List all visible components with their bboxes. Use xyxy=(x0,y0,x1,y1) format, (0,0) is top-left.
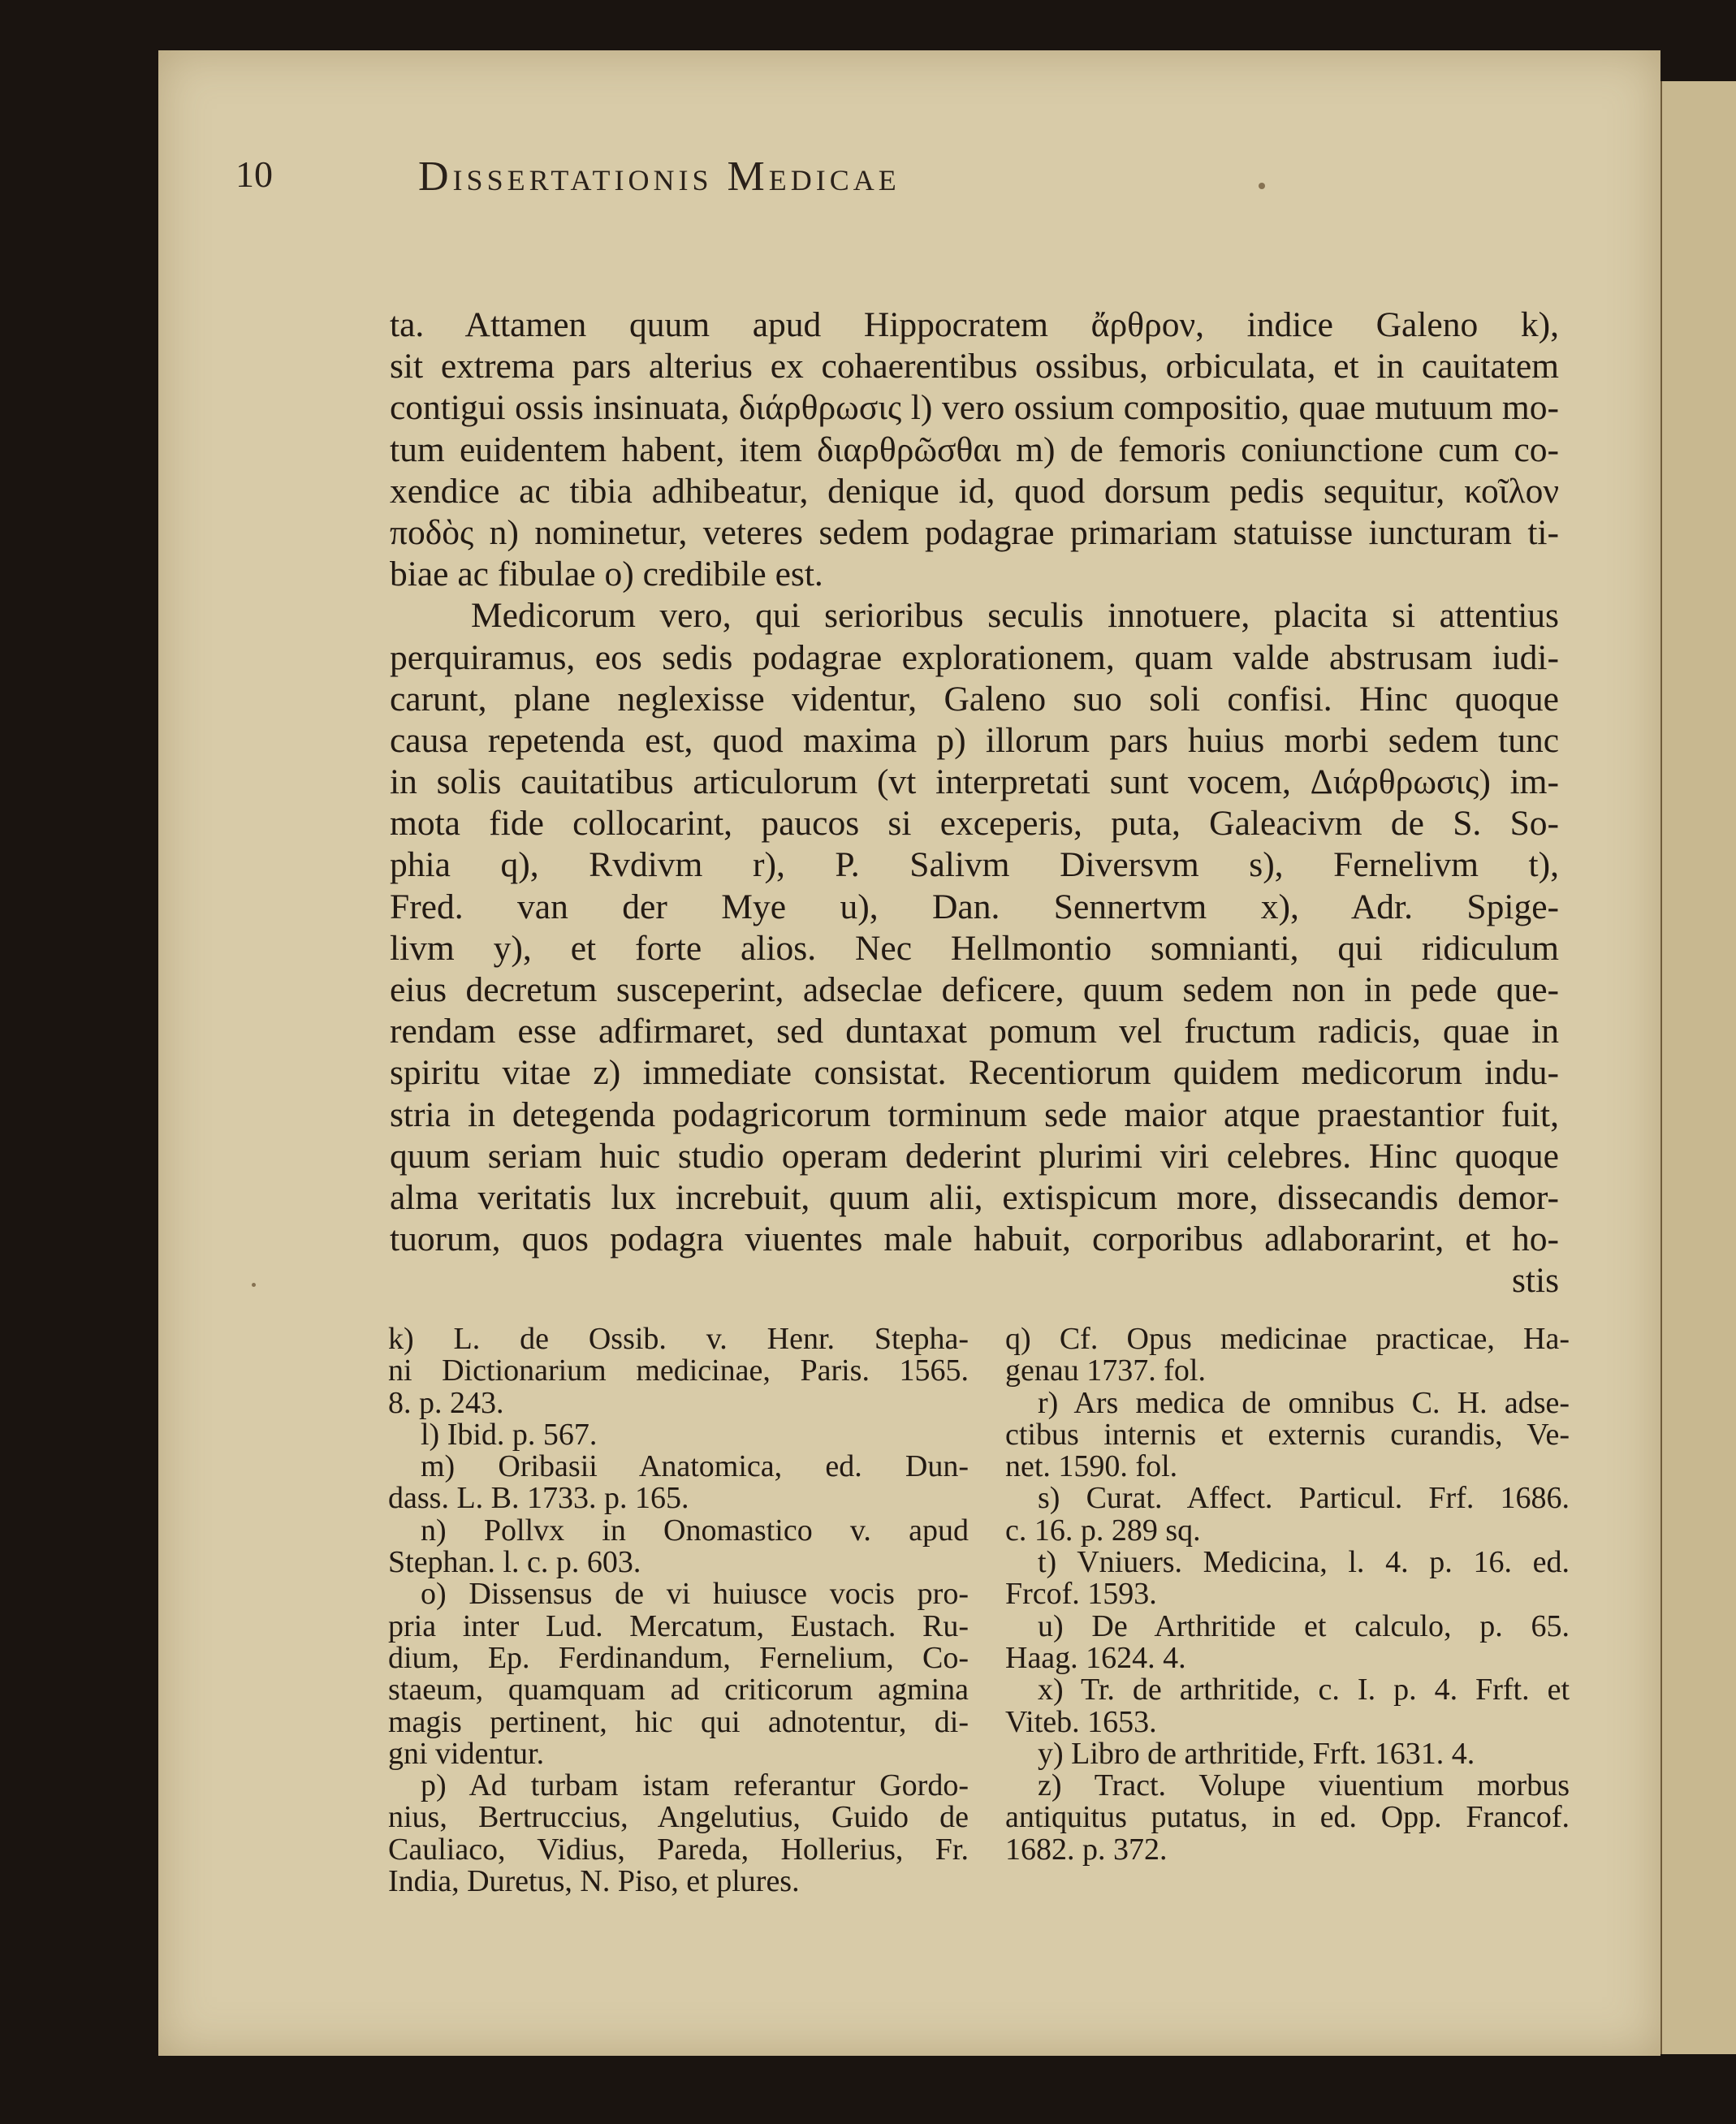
footnote-line: p) Ad turbam istam referantur Gordo- xyxy=(421,1768,969,1803)
footnote-line: o) Dissensus de vi huiusce vocis pro- xyxy=(421,1577,969,1612)
text-line: causa repetenda est, quod maxima p) illorum pars huius morbi sedem tunc xyxy=(390,720,1559,760)
text-line: rendam esse adfirmaret, sed duntaxat pomum vel fructum radicis, quae in xyxy=(390,1012,1559,1051)
text-line: ποδὸς n) nominetur, veteres sedem podagrae primariam statuisse iuncturam ti- xyxy=(390,512,1559,552)
footnote-line: q) Cf. Opus medicinae practicae, Ha- xyxy=(1005,1322,1570,1356)
text-line: xendice ac tibia adhibeatur, denique id, quod dorsum pedis sequitur, κοῖλον xyxy=(390,471,1559,511)
footnote-line: antiquitus putatus, in ed. Opp. Francof. xyxy=(1005,1800,1570,1835)
footnote-line: staeum, quamquam ad criticorum agmina xyxy=(388,1673,969,1707)
text-line: stis xyxy=(1511,1261,1559,1301)
text-line: biae ac fibulae o) credibile est. xyxy=(390,555,823,594)
footnote-line: n) Pollvx in Onomastico v. apud xyxy=(421,1513,969,1548)
footnote-line: 8. p. 243. xyxy=(388,1385,504,1420)
text-line: ta. Attamen quum apud Hippocratem ἄρθρον, indice Galeno k), xyxy=(390,305,1559,344)
text-line: contigui ossis insinuata, διάρθρωσις l) vero ossium compositio, quae mutuum mo- xyxy=(390,388,1559,428)
footnote-line: gni videntur. xyxy=(388,1736,545,1771)
running-title: Dissertationis Medicae xyxy=(418,153,900,200)
footnote-line: x) Tr. de arthritide, c. I. p. 4. Frft. et xyxy=(1038,1673,1570,1707)
footnote-line: Frcof. 1593. xyxy=(1005,1577,1157,1612)
page-header xyxy=(235,153,1340,209)
footnote-line: pria inter Lud. Mercatum, Eustach. Ru- xyxy=(388,1608,969,1643)
text-line: Medicorum vero, qui serioribus seculis innotuere, placita si attentius xyxy=(471,596,1559,636)
footnote-line: ni Dictionarium medicinae, Paris. 1565. xyxy=(388,1353,969,1388)
text-line: spiritu vitae z) immediate consistat. Recentiorum quidem medicorum indu- xyxy=(390,1053,1559,1093)
footnote-line: y) Libro de arthritide, Frft. 1631. 4. xyxy=(1038,1736,1475,1771)
text-line: Fred. van der Mye u), Dan. Sennertvm x), Adr. Spige- xyxy=(390,887,1559,926)
facing-page-edge xyxy=(1660,81,1736,2054)
footnote-line: Viteb. 1653. xyxy=(1005,1704,1157,1739)
footnote-line: dium, Ep. Ferdinandum, Fernelium, Co- xyxy=(388,1640,969,1675)
footnote-line: t) Vniuers. Medicina, l. 4. p. 16. ed. xyxy=(1038,1545,1570,1580)
text-line: livm y), et forte alios. Nec Hellmontio somnianti, qui ridiculum xyxy=(390,928,1559,968)
footnote-line: u) De Arthritide et calculo, p. 65. xyxy=(1038,1608,1570,1643)
ink-spot xyxy=(252,1283,256,1287)
text-line: sit extrema pars alterius ex cohaerentibus ossibus, orbiculata, et in cauitatem xyxy=(390,347,1559,386)
text-line: stria in detegenda podagricorum torminum sede maior atque praestantior fuit, xyxy=(390,1094,1559,1134)
text-line: alma veritatis lux increbuit, quum alii, extispicum more, dissecandis demor- xyxy=(390,1177,1559,1217)
footnote-line: 1682. p. 372. xyxy=(1005,1832,1168,1867)
footnote-line: Haag. 1624. 4. xyxy=(1005,1640,1186,1675)
text-line: perquiramus, eos sedis podagrae explorationem, quam valde abstrusam iudi- xyxy=(390,637,1559,677)
text-line: tum euidentem habent, item διαρθρῶσθαι m) de femoris coniunctione cum co- xyxy=(390,430,1559,469)
text-line: quum seriam huic studio operam dederint plurimi viri celebres. Hinc quoque xyxy=(390,1136,1559,1176)
footnotes-left-column xyxy=(388,1323,969,1897)
text-line: tuorum, quos podagra viuentes male habuit, corporibus adlaborarint, et ho- xyxy=(390,1220,1559,1259)
text-line: phia q), Rvdivm r), P. Salivm Diversvm s), Fernelivm t), xyxy=(390,845,1559,885)
footnote-line: nius, Bertruccius, Angelutius, Guido de xyxy=(388,1800,969,1835)
footnote-line: l) Ibid. p. 567. xyxy=(421,1417,598,1452)
footnote-line: net. 1590. fol. xyxy=(1005,1449,1178,1484)
footnote-line: c. 16. p. 289 sq. xyxy=(1005,1513,1201,1548)
footnote-line: k) L. de Ossib. v. Henr. Stepha- xyxy=(388,1322,969,1356)
footnote-line: m) Oribasii Anatomica, ed. Dun- xyxy=(421,1449,969,1484)
footnote-line: Cauliaco, Vidius, Pareda, Hollerius, Fr. xyxy=(388,1832,969,1867)
text-line: mota fide collocarint, paucos si exceperis, puta, Galeacivm de S. So- xyxy=(390,804,1559,844)
footnote-line: s) Curat. Affect. Particul. Frf. 1686. xyxy=(1038,1481,1570,1516)
footnote-line: dass. L. B. 1733. p. 165. xyxy=(388,1481,689,1516)
footnote-line: Stephan. l. c. p. 603. xyxy=(388,1545,641,1580)
text-line: eius decretum susceperint, adseclae deficere, quum sedem non in pede que- xyxy=(390,970,1559,1009)
footnote-line: genau 1737. fol. xyxy=(1005,1353,1206,1388)
page-number: 10 xyxy=(235,153,273,195)
main-text xyxy=(390,304,1559,1302)
footnotes-right-column xyxy=(1005,1323,1570,1866)
text-line: carunt, plane neglexisse videntur, Galeno suo soli confisi. Hinc quoque xyxy=(390,679,1559,719)
footnote-line: India, Duretus, N. Piso, et plures. xyxy=(388,1864,800,1899)
footnote-line: r) Ars medica de omnibus C. H. adse- xyxy=(1038,1385,1570,1420)
footnote-line: magis pertinent, hic qui adnotentur, di- xyxy=(388,1704,969,1739)
footnote-line: ctibus internis et externis curandis, Ve- xyxy=(1005,1417,1570,1452)
text-line: in solis cauitatibus articulorum (vt interpretati sunt vocem, Διάρθρωσις) im- xyxy=(390,762,1559,802)
footnote-line: z) Tract. Volupe viuentium morbus xyxy=(1038,1768,1570,1803)
ink-spot xyxy=(1259,183,1265,189)
